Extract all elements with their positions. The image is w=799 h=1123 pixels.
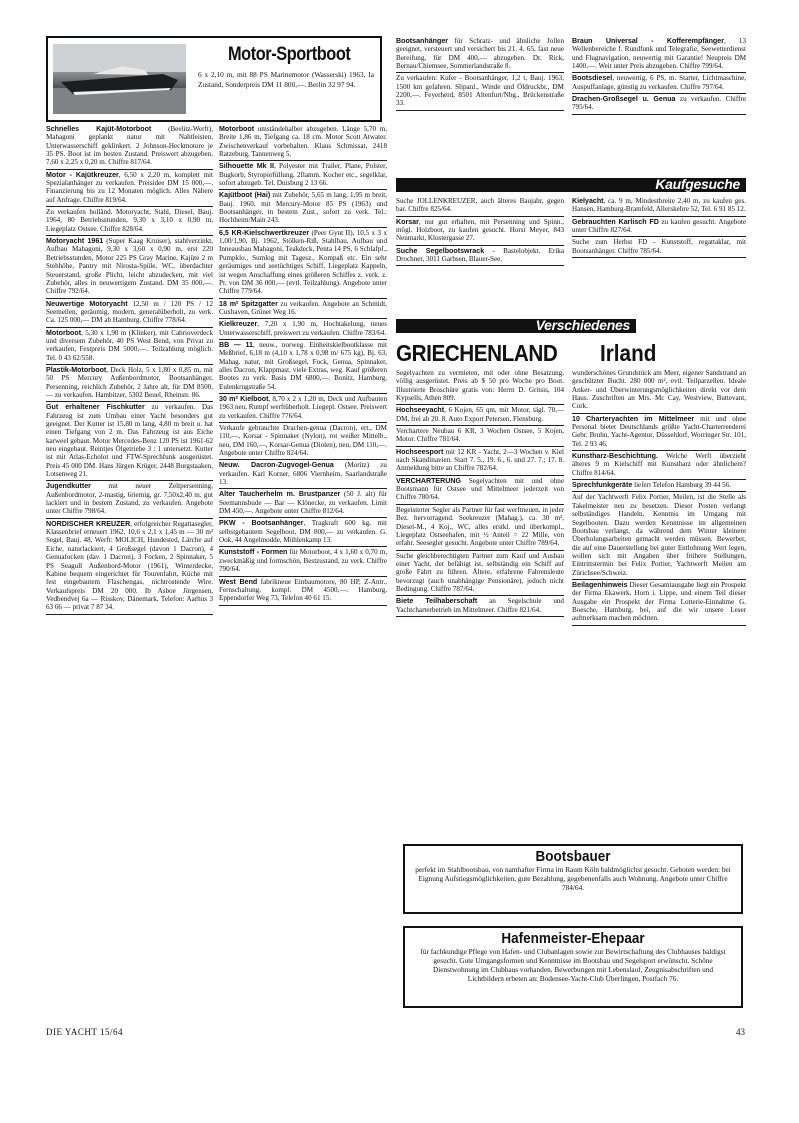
classified-ad	[219, 547, 387, 576]
classified-ad-text: Segelyachten mit und ohne Bootsmann für Ostsee und Mittelmeer jederzeit von Chiffre 780/64.	[396, 476, 564, 502]
classified-ad-lead: Hochseesport	[396, 447, 444, 456]
classified-ad	[396, 36, 564, 73]
column-3-kaufgesuche	[396, 196, 564, 266]
classified-ad-text: , Deck Holz, 5 x 1,80 x 0,85 m, mit 50 PS Mercury Außenbordmotor, Bootsanhänger, Persenning, reichlich Zubehör, 2 Jahre alt, für DM 8500,— zu verkaufen. Hambitzer, 5302 Beuel, Rheinstr. 86.	[46, 365, 213, 399]
classified-ad	[396, 596, 564, 617]
classified-ad	[396, 368, 564, 405]
classified-ad-lead: Neuwertige Motoryacht	[46, 299, 128, 308]
classified-ad-lead: Kielyacht	[572, 197, 604, 205]
classified-ad-text: mit und ohne Personal bietet Deutschlands größte Yacht-Charterreederei Gebr. Bruhn, Yacht-Agentur, Düsseldorf, Worringer Str. 101, Tel. 2 93 46.	[572, 414, 746, 448]
classified-ad	[572, 36, 746, 73]
classified-ad-text: Welche Werft überzieht älteres 9 m Kielschiff mit Kunstharz oder ähnlichem? Chiffre 814/64.	[572, 452, 746, 477]
classified-ad	[219, 577, 387, 606]
bootsbauer-title: Bootsbauer	[535, 848, 611, 865]
classified-ad-text: (50 J. alt) für Seemannsbude — Bar — Klönecke, zu verkaufen. Limit DM 450,—. Angebote unter Chiffre 812/64.	[219, 490, 387, 516]
classified-ad-lead: Beilagenhinweis	[572, 580, 628, 589]
classified-ad	[219, 299, 387, 320]
classified-ad-lead: Kunststoff - Formen	[219, 548, 288, 557]
classified-ad-text: , 5,30 x 1,90 m (Klinker), mit Cabrioverdeck und diversem Zubehör, 40 PS West Bend, von Privat zu verkaufen, Festpreis DM 5000,—. Teilzahlung möglich. Tel. 0 43 62/558.	[46, 328, 213, 362]
classified-ad-text: zu verkaufen. Chiffre 795/64.	[572, 95, 746, 112]
classified-ad	[46, 481, 213, 518]
column-4-kaufgesuche	[572, 196, 746, 258]
classified-ad	[396, 426, 564, 447]
classified-ad	[219, 319, 387, 340]
classified-ad-lead: West Bend	[219, 577, 258, 586]
classified-ad-text: Verchartere Neubau 6 KR, 3 Wochen Ostsee, 5 Kojen, Motor. Chiffre 781/64.	[396, 427, 564, 444]
classified-ad-text: (Super Kaag Kruiser), stahlverzinkt, Aufbau Mahagoni, 9,30 x 3,60 x 0,90 m, erst 220 Betriebsstunden, Motor 225 PS Gray Marine, Kajüte 2 m Stehhöhe, Pantry mit Nirosta-Spüle, WC, überdachter Steuerstand, große Plicht, leicht abzudecken, mit viel Zubehör, alles in neuwertigem Zustand. DM 35 000,—. Chiffre 792/64.	[46, 237, 213, 296]
column-1	[46, 124, 213, 615]
classified-ad-lead: Kielkreuzer	[219, 320, 258, 329]
classified-ad-lead: Braun Universal - Kofferempfänger	[572, 37, 724, 45]
classified-ad-lead: NORDISCHER KREUZER	[46, 519, 131, 528]
classified-ad-text: , neuwertig, 6 PS, m. Starter, Lichtmaschine, Auspuffanlage, günstig zu verkaufen. Chiffre 797/64.	[572, 74, 746, 91]
classified-ad-lead: Sprechfunkgeräte	[572, 481, 633, 490]
classified-ad	[46, 299, 213, 328]
magazine-footer: DIE YACHT 15/64	[46, 1027, 123, 1037]
classified-ad-lead: Kajütboot (Hai)	[219, 191, 271, 200]
classified-ad	[219, 124, 387, 161]
classified-ad-text: , 6 Kojen, 65 qm, mit Motor, tägl. 70,— DM, frei ab 20. 8. Auto Export Petersen, Flensburg.	[396, 406, 564, 423]
classified-ad-lead: Drachen-Großsegel u. Genua	[572, 95, 676, 104]
classified-ad-text: Zu verkaufen: Kufer - Bootsanhänger, 1,2 t, Bauj. 1963, 1500 km gefahren. Slipanl., Winde und Öldruckbr., DM 2200,—. Feyerherd, 8501 Altenfurt/Nbg., Brückenstraße 33.	[396, 74, 564, 108]
classified-ad	[396, 505, 564, 551]
classified-ad	[396, 447, 564, 476]
classified-ad-lead: Plastik-Motorboot	[46, 365, 107, 374]
irland-title: Irland	[600, 340, 657, 366]
classified-ad	[396, 246, 564, 267]
classified-ad-text: Suche JOLLENKREUZER, auch älteres Baujahr, gegen bar. Chiffre 825/64.	[396, 197, 564, 214]
classified-ad	[396, 551, 564, 597]
classified-ad	[219, 190, 387, 227]
classified-ad	[219, 228, 387, 299]
classified-ad	[396, 196, 564, 217]
classified-ad-text: für Schratz- und ähnliche Jollen geeignet, versteuert und versichert bis 21. 4. 65, fast neue Bereifung, für DM 400,— abzugeben. Dr. Rick, Bernau/Chiemsee, Sommerlandstraße 8.	[396, 37, 564, 71]
classified-ad-lead: Bootsanhänger	[396, 37, 449, 45]
classified-ad	[46, 402, 213, 481]
classified-ad-text: Zu verkaufen holländ. Motoryacht, Stahl, Diesel, Bauj. 1964, 80 Betriebsstunden, 9,30 x 3,10 x 0,90 m, Liegeplatz Ostsee. Chiffre 828/64.	[46, 208, 213, 233]
classified-ad	[219, 489, 387, 518]
classified-ad-text: Auf der Yachtwerft Felix Portier, Meilen, ist die Stelle als Takelmeister neu zu besetzen. Dieser Posten verlangt selbständiges Handeln, Kenntnis im Umgang mit Segelbooten. Dazu werden Kenntnisse im allgemeinen Bootsbau verlangt, da während dem Winter kleinere Überholungsarbeiten gemacht werden müssen. Bewerber, die auf eine Dauerstellung bei guter Entlohnung Wert legen, wollen sich mit Angaben über frühere Stellungen, Eintrittstermin bei Felix Portier, Yachtwerft Meilen am Zürichsee/Schweiz.	[572, 493, 746, 577]
classified-ad-lead: Motorboot	[219, 125, 255, 133]
classified-ad	[572, 237, 746, 258]
classified-ad-text: , 6,50 x 2,20 m, komplett mit Spezialanhänger zu verkaufen. Preisidee DM 15 000,—. Finanzierung bis zu 12 Monaten möglich. Alles Nähere auf Anfrage. Chiffre 819/64.	[46, 170, 213, 204]
kaufgesuche-title: Kaufgesuche	[655, 176, 740, 192]
classified-ad	[46, 365, 213, 402]
classified-ad-lead: 30 m² Kielboot	[219, 394, 269, 403]
classified-ad	[572, 73, 746, 94]
classified-ad-text: - Bastelobjekt. Erika Drochner, 3011 Garbsen, Blauer-See.	[396, 246, 564, 264]
classified-ad-lead: Bootsdiesel	[572, 74, 613, 83]
classified-ad-lead: Jugendkutter	[46, 482, 91, 491]
classified-ad-text: für Motorboot, 4 x 1,60 x 0,70 m, zweckmäßig und formschön, Bestzustand, zu verk. Chiffre 790/64.	[219, 548, 387, 574]
classified-ad-text: , Polyester mit Trailer, Plane, Polster, Bugkorb, Styroporfüllung, 2flamm. Kocher etc., segelklar, sofort abzugeb. Tel. Duisburg 2 13 66.	[219, 162, 387, 188]
verschiedenes-banner	[396, 319, 636, 333]
classified-ad-text: , nur gut erhalten, mit Persenning und Spinn., mögl. Holzboot, zu kaufen gesucht. Horst Meyer, 843 Neumarkt, Klostergasse 27.	[396, 217, 564, 243]
classified-ad	[572, 492, 746, 579]
classified-ad-lead: Kunstharz-Beschichtung.	[572, 452, 658, 461]
bootsbauer-ad	[403, 844, 743, 914]
column-3-verschiedenes	[396, 368, 564, 617]
column-4-top	[572, 36, 746, 115]
classified-ad	[219, 518, 387, 547]
classified-ad	[572, 580, 746, 626]
classified-ad	[46, 328, 213, 365]
classified-ad-text: Begeisterter Segler als Partner für fast werftneuen, in jeder Bez. hervorragend. Seekreuzer (Mahag.), ca. 30 m², Diesel-M., 4 Koj., WC, alles erstkl. und überkompl., Liegeplatz Ostseehafen, mit ½ Anteil = 22 Mille, von erfahr. Seesegler gesucht. Angebote unter Chiffre 789/64.	[396, 505, 564, 548]
classified-ad-text: , erfolgreicher Regattasegler, Klassenbrief erneuert 1962, 10,6 x 2,1 x 1,45 m — 30 m² Segel, Bauj. 48, Werft: MOLICH, Hundested, Lärche auf Eiche, naturlackiert, 4 Großsegel (davon 1 Dacron), 4 Genuafocken (dav. 1 Dacron), 3 Focken, 2 Spinnaker, 5 PS Seagull Außenbord-Motor (1961), Winterdecke, Kabine bequem eingerichtet für Tourenfahrt, Küche mit fest eingebautem Flaschengas, nichtrostende Wire. Verkaufspreis DM 20 000. Ib Asboe Jörgensen, Vedbendvej 6a — Risskov, Dänemark, Telefon: Aarhus 3 63 66 — privat 7 87 34.	[46, 519, 213, 612]
classified-ad-text: Segelyachten zu vermieten, mit oder ohne Besatzung, völlig ausgerüstet. Preis ab $ 50 pro Woche pro Boot. Illustrierte Broschüre gratis von: Herrn D. Gritsis, 104 Kypsells, Athen 809.	[396, 369, 564, 403]
classified-ad-lead: VERCHARTERUNG	[396, 476, 462, 485]
classified-ad-lead: Motoryacht 1961	[46, 237, 104, 246]
griechenland-title: GRIECHENLAND	[396, 340, 558, 366]
classified-ad-text: , 13 Wellenbereiche f. Rundfunk und Telegrafie, Seewetterdienst und Flugnavigation, neuwertig mit Garantie! Neupreis DM 1400,—. Weit unter Preis abzugeben. Chiffre 799/64.	[572, 37, 746, 71]
classified-ad	[219, 460, 387, 489]
classified-ad-lead: Gut erhaltener Fischkutter	[46, 403, 145, 412]
classified-ad-lead: BB — 11	[219, 340, 253, 349]
classified-ad-lead: Neuw. Dacron-Zugvogel-Genua	[219, 461, 334, 470]
classified-ad	[219, 394, 387, 423]
classified-ad-text: , 8,70 x 2 x 1,20 m, Deck und Aufbauten 1963 neu, Rumpf werftüberholt. Liegepl. Ostsee. Preiswert zu verkaufen. Chiffre 776/64.	[219, 394, 387, 420]
classified-ad-lead: Motor - Kajütkreuzer	[46, 170, 119, 179]
classified-ad	[396, 476, 564, 505]
classified-ad-text: mit neuer Zeltpersenning, Außenbordmotor, 2-mastig, 6riemig, gr. 7,50x2,40 m. gut lackiert und in bestem Zustand, zu verkaufen. Angebote unter Chiffre 798/64.	[46, 482, 213, 516]
motor-sportboot-title: Motor-Sportboot	[228, 44, 351, 65]
classified-ad-text: zu verkaufen. Angebote an Schmidt, Cuxhaven, Grüner Weg 16.	[219, 299, 387, 316]
classified-ad-text: umständehalber abzugeben. Länge 5,70 m, Breite 1,86 m, Tiefgang ca. 18 cm. Motor Scott Atwater. Zwischenverkauf vorbehalten. Klaus Schmissat, 2418 Ratzeburg, Tannenweg 5.	[219, 125, 387, 159]
classified-ad	[572, 480, 746, 492]
classified-ad-lead: Korsar	[396, 217, 419, 226]
column-2	[219, 124, 387, 606]
classified-ad	[396, 217, 564, 246]
classified-ad	[572, 414, 746, 451]
classified-ad-text: zu kaufen gesucht. Angebote unter Chiffre 827/64.	[572, 217, 746, 235]
classified-ad	[572, 368, 746, 414]
hafenmeister-ad	[403, 926, 743, 1008]
classified-ad-lead: Motorboot	[46, 328, 82, 337]
classified-ad-lead: Suche Segelbootswrack	[396, 246, 485, 255]
boat-illustration	[53, 44, 186, 114]
verschiedenes-title: Verschiedenes	[535, 317, 630, 333]
classified-ad-lead: Gebrauchten Karlisch FD	[572, 217, 659, 226]
column-3-top	[396, 36, 564, 111]
classified-ad	[46, 207, 213, 236]
classified-ad-text: (Beelitz-Werft), Mahagoni geplankt natur mit Nahtleisten, Unterwasserschiff geklinkert. 2 Johnson-Heckmotore je 35 PS. Boot ist im besten Zustand. Preiswert abzugeben. 7,60 x 2,25 x 0,20 m. Chiffre 817/64.	[46, 125, 213, 167]
classified-ad	[46, 519, 213, 615]
page-number: 43	[736, 1027, 745, 1037]
motorboat-photo	[53, 44, 186, 114]
classified-ad	[396, 405, 564, 426]
classified-ad	[46, 236, 213, 298]
hafenmeister-text: für fachkundige Pflege von Hafen- und Clubanlagen sowie zur Bewirtschaftung des Clubhauses baldigst gesucht. Gute Umgangsformen und Kenntnisse im Bootsbau und Segelsport erwünscht. Schöne Dienstwohnung im Clubhaus vorhanden. Bewerbungen mit Lebenslauf, Zeugnisabschriften und Lichtbildern erbeten an: Bodensee-Yacht-Club Überlingen, Postfach 76.	[420, 947, 726, 983]
classified-ad-lead: 18 m² Spitzgatter	[219, 299, 278, 308]
classified-ad-text: fabrikneue Einbaumotore, 80 HP, Z-Antr., Fernschaltung, kompl. DM 4500,—. Hamburg, Eppendorfer Weg 73, Telefon 40 61 15.	[219, 577, 387, 603]
column-4-verschiedenes	[572, 368, 746, 626]
classified-ad-text: Dieser Gesamtausgabe liegt ein Prospekt der Firma Ekawerk, Horn i. Lippe, und einem Teil dieser Ausgabe ein Prospekt der Firma Lotterie-Einnahme G. Boesche, Hamburg, bei, auf die wir unsere Leser aufmerksam machen möchten.	[572, 580, 746, 623]
classified-ad	[572, 451, 746, 480]
classified-ad	[572, 196, 746, 217]
classified-ad-lead: PKW - Bootsanhänger	[219, 519, 304, 528]
classified-ad-text: 12,50 m / 120 PS / 12 Seemeilen, geräumig, modern, generalüberholt, zu verk. Ca. 125 000,— DM ab Hamburg. Chiffre 778/64.	[46, 299, 213, 325]
classified-ad	[46, 170, 213, 207]
classified-ad-lead: Silhouette Mk II	[219, 162, 274, 171]
classified-ad-text: an Segelschule und Yachtcharterbetrieb im Mittelmeer. Chiffre 821/64.	[396, 597, 564, 614]
classified-ad-text: , Tragkraft 600 kg, mit selbstgebautem Segelboot, DM 800,— zu verkaufen. G. Ook, 44 Angelmodde, Mühlenkamp 13.	[219, 519, 387, 545]
motor-sportboot-text: 6 x 2,10 m, mit 88 PS Marinemotor (Wasserski) 1963, Ia Zustand, Sonderpreis DM 11 800,—. Berlin 32 97 94.	[198, 70, 374, 89]
classified-ad-text: zu verkaufen. Das Fahrzeug ist zum Umbau einer Yacht besonders gut geeignet. Der Kutter ist 15,80 m lang, 4,80 m breit u. hat einen Tiefgang von 2 m. Das Fahrzeug ist aus Eiche karweel gebaut. Motor Mercedes-Benz 120 PS ist 1961-62 neu eingebaut. Reintjes Ölgetriebe 3 : 1 untersetzt. Kutter ist mit Atlas-Echolot und FTW-Sprechfunk ausgerüstet. Preis 45 000 DM. Hans Jürgen Krüger, 2448 Burgstaaken, Lotsenweg 21.	[46, 403, 213, 479]
classified-ad	[572, 94, 746, 115]
classified-ad	[46, 124, 213, 170]
classified-ad	[219, 161, 387, 190]
classified-ad-text: (Moritz) zu verkaufen. Karl Korner, 6806 Viernheim, Saarlandstraße 13.	[219, 461, 387, 487]
hafenmeister-title: Hafenmeister-Ehepaar	[501, 930, 645, 947]
motor-sportboot-ad	[46, 36, 382, 122]
classified-ad-lead: Schnelles Kajüt-Motorboot	[46, 125, 152, 133]
classified-ad-text: Suche zum Herbst FD - Kunststoff, regattaklar, mit Bootsanhänger. Chiffre 785/64.	[572, 238, 746, 255]
classified-ad-text: liefert Telefon Hamburg 39 44 56.	[632, 481, 732, 490]
classified-ad-text: , 7,20 x 1,90 m, Hochtakelung, neues Unterwasserschiff, preiswert zu verkaufen. Chiffre 783/64.	[219, 320, 387, 337]
classified-ad-lead: 10 Charteryachten im Mittelmeer	[572, 414, 695, 423]
classified-ad	[572, 217, 746, 238]
classified-ad	[219, 423, 387, 460]
classified-ad-lead: Biete Teilhaberschaft	[396, 597, 478, 606]
classified-ad	[219, 340, 387, 394]
classified-ad-lead: Alter Taucherhelm m. Brustpanzer	[219, 490, 341, 499]
classified-ad-text: wunderschönes Grundstück am Meer, eigener Sandstrand an geschützter Bucht. 280 000 m², evtl. Teilparzellen. Ideale Anker- und Überwinterungsmöglichkeiten direkt vor dem Haus. Zuschriften an Mrs. Mc Cay, Westview, Buttevant, Cork.	[572, 369, 746, 411]
classified-ad-text: Suche gleichberechtigten Partner zum Kauf und Ausbau einer Yacht, der befähigt ist, selbständig ein Schiff auf große Fahrt zu führen. Ältere, erfahrene Fahrensleute bevorzugt (auch unabhängige Pensionäre), jedoch nicht Bedingung. Chiffre 787/64.	[396, 551, 564, 593]
classified-ad-text: mit Zubehör, 5,65 m lang, 1,95 m breit, Bauj. 1960, mit Mercury-Motor 85 PS (1963) und Bootsanhänger, in bestem Zust., sofort zu verk. Tel.: Hochheim/Main 243.	[219, 191, 387, 225]
classified-ad-lead: Hochseeyacht	[396, 406, 445, 415]
bootsbauer-text: perfekt im Stahlbootsbau, von namhafter Firma im Raum Köln baldmöglichst gesucht. Geboten werden: bei Eignung Aufstiegsmöglichkeiten, gute Bezahlung, gegebenenfalls auch Wohnung. Angebote unter Chiffre 784/64.	[415, 865, 731, 892]
classified-ad	[396, 73, 564, 110]
classified-ad-text: (Peer Gynt II), 10,5 x 3 x 1,00/1,90, Bj. 1962, Stölken-Riß, Stahlbau, Aufbau und Inneausbau Mahagoni, Teakdeck, Penta 14 PS, 6 Schlafpl., Pumpklo., Sumlog mit Tagesz., Kompaß etc. Ein sehr geräumiges und seetüchtiges Schiff, Liegeplatz Kappeln, ist wegen Anschaffung eines größeren Schiffes z. verk. z. Pr. von DM 36 000,— (evtl. Teilzahlung). Angebote unter Chiffre 779/64.	[219, 228, 387, 296]
classified-ad-text: mit 12 KR - Yacht, 2—3 Wochen v. Kiel nach Skandinavien. Start 7. 5., 19. 6., 6. und 27. 7.; 17. 8. Anmeldung bitte an Chiffre 782/64.	[396, 447, 564, 473]
classified-ad-text: , ca. 9 m, Mindestbreite 2,40 m, zu kaufen ges. Hansen, Hamburg-Bramfeld, Allerskehre 52, Tel. 6 91 85 12.	[572, 197, 746, 214]
classified-ad-text: Verkaufe gebrauchte Drachen-genua (Dacron), ert., DM 110,—, Korsar - Spinnaker (Nylon), rot weißer Mittelb., neu, DM 160,—, Korsar-Genua (Diolen), neu, DM 110,—. Angebote unter Chiffre 824/64.	[219, 424, 387, 458]
classified-ad-text: , neuw., norweg. Einheitskielbootklasse mit Meßbrief, 6,18 m (4,10 x 1,78 x 0,98 m/ 675 kg), Bj. 63, Mahag. natur, mit Großsegel, Fock, Genua, Spinnaker, alles Dacron, Klappmast, viele Extras, weg. Kauf größeren Bootes zu verk. Basis DM 6800,—. Bonitz, Hamburg, Eulenkrugstraße 54.	[219, 340, 387, 391]
kaufgesuche-banner	[396, 178, 746, 192]
classified-ad-lead: 6,5 KR-Kielschwertkreuzer	[219, 228, 310, 237]
